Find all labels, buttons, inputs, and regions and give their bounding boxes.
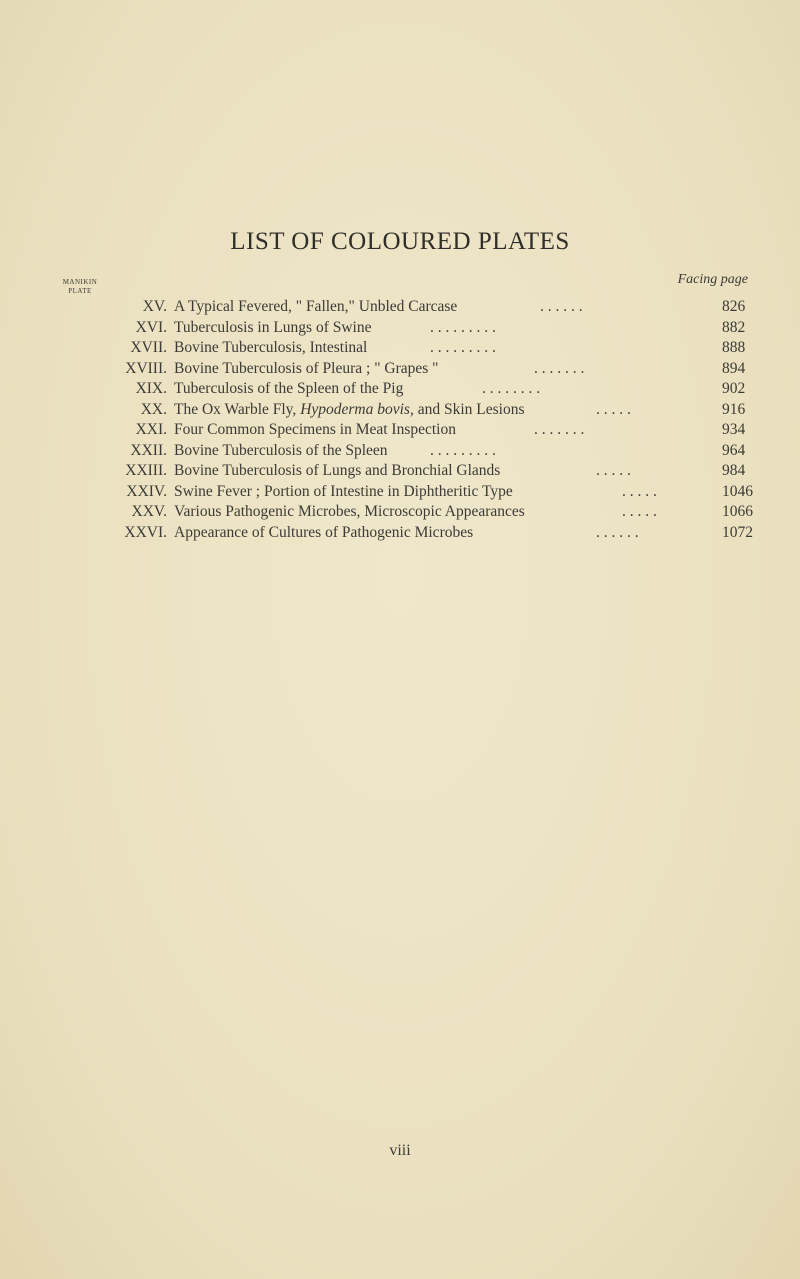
list-item bbox=[0, 297, 800, 317]
facing-page-number: 1072 bbox=[722, 523, 753, 541]
list-item bbox=[0, 318, 800, 338]
plate-number: XXIII. bbox=[125, 462, 167, 479]
plate-number: XXV. bbox=[131, 503, 167, 520]
leader-dots: . . . . . bbox=[622, 503, 657, 520]
facing-page-number: 1066 bbox=[722, 503, 753, 520]
list-item bbox=[0, 338, 800, 358]
plate-number: XVIII. bbox=[125, 359, 167, 377]
leader-dots: . . . . . . bbox=[596, 523, 639, 541]
leader-dots: . . . . . bbox=[622, 482, 657, 500]
list-item bbox=[0, 502, 800, 522]
facing-page-number: 902 bbox=[722, 380, 746, 397]
facing-page-number: 894 bbox=[722, 359, 746, 377]
plate-title: A Typical Fevered, " Fallen," Unbled Carcase bbox=[174, 298, 458, 315]
leader-dots: . . . . . bbox=[596, 400, 631, 418]
plate-number: XV. bbox=[142, 298, 167, 315]
leader-dots: . . . . . . . bbox=[534, 359, 585, 377]
leader-dots: . . . . . . . . bbox=[482, 380, 541, 397]
plate-number: XXVI. bbox=[124, 523, 167, 541]
leader-dots: . . . . . . bbox=[540, 298, 583, 315]
list-item bbox=[0, 441, 800, 461]
list-item bbox=[0, 482, 800, 502]
list-item bbox=[0, 379, 800, 399]
list-item bbox=[0, 420, 800, 440]
facing-page-number: 882 bbox=[722, 318, 746, 336]
facing-page-number: 916 bbox=[722, 400, 746, 418]
facing-page-number: 826 bbox=[722, 298, 746, 315]
plate-title: Four Common Specimens in Meat Inspection bbox=[174, 421, 456, 438]
column-header-facing-page: Facing page bbox=[677, 272, 748, 287]
plate-title: Tuberculosis of the Spleen of the Pig bbox=[174, 380, 404, 397]
plate-number: XIX. bbox=[135, 380, 167, 397]
species-name: Hypoderma bovis bbox=[300, 400, 410, 418]
facing-page-number: 984 bbox=[722, 462, 746, 479]
plate-title: Bovine Tuberculosis of Pleura ; " Grapes " bbox=[174, 359, 439, 377]
plate-number: XVI. bbox=[135, 318, 167, 336]
plate-title: Appearance of Cultures of Pathogenic Microbes bbox=[174, 523, 474, 541]
plate-title: Bovine Tuberculosis, Intestinal bbox=[174, 339, 368, 356]
column-header-plate: MANIKIN PLATE bbox=[62, 278, 98, 295]
leader-dots: . . . . . bbox=[596, 462, 631, 479]
plate-title: Bovine Tuberculosis of the Spleen bbox=[174, 441, 388, 459]
list-item bbox=[0, 523, 800, 543]
facing-page-number: 964 bbox=[722, 441, 746, 459]
plate-number: XXIV. bbox=[126, 482, 167, 500]
plate-number: XX. bbox=[140, 400, 167, 418]
facing-page-number: 934 bbox=[722, 421, 746, 438]
plate-title: Tuberculosis in Lungs of Swine bbox=[174, 318, 372, 336]
list-item bbox=[0, 461, 800, 481]
list-item bbox=[0, 359, 800, 379]
plate-number: XXI. bbox=[135, 421, 167, 438]
leader-dots: . . . . . . . . . bbox=[430, 441, 496, 459]
leader-dots: . . . . . . . . . bbox=[430, 339, 496, 356]
leader-dots: . . . . . . . . . bbox=[430, 318, 496, 336]
page-folio: viii bbox=[389, 1142, 411, 1159]
facing-page-number: 888 bbox=[722, 339, 746, 356]
plate-number: XXII. bbox=[130, 441, 167, 459]
plate-title: The Ox Warble Fly, Hypoderma bovis, and Skin Lesions bbox=[174, 400, 525, 418]
page-title: LIST OF COLOURED PLATES bbox=[230, 228, 570, 255]
plate-number: XVII. bbox=[130, 339, 167, 356]
list-item bbox=[0, 400, 800, 420]
leader-dots: . . . . . . . bbox=[534, 421, 585, 438]
facing-page-number: 1046 bbox=[722, 482, 753, 500]
plate-title: Various Pathogenic Microbes, Microscopic Appearances bbox=[174, 503, 525, 520]
plate-title: Swine Fever ; Portion of Intestine in Diphtheritic Type bbox=[174, 482, 513, 500]
plate-title: Bovine Tuberculosis of Lungs and Bronchial Glands bbox=[174, 462, 501, 479]
